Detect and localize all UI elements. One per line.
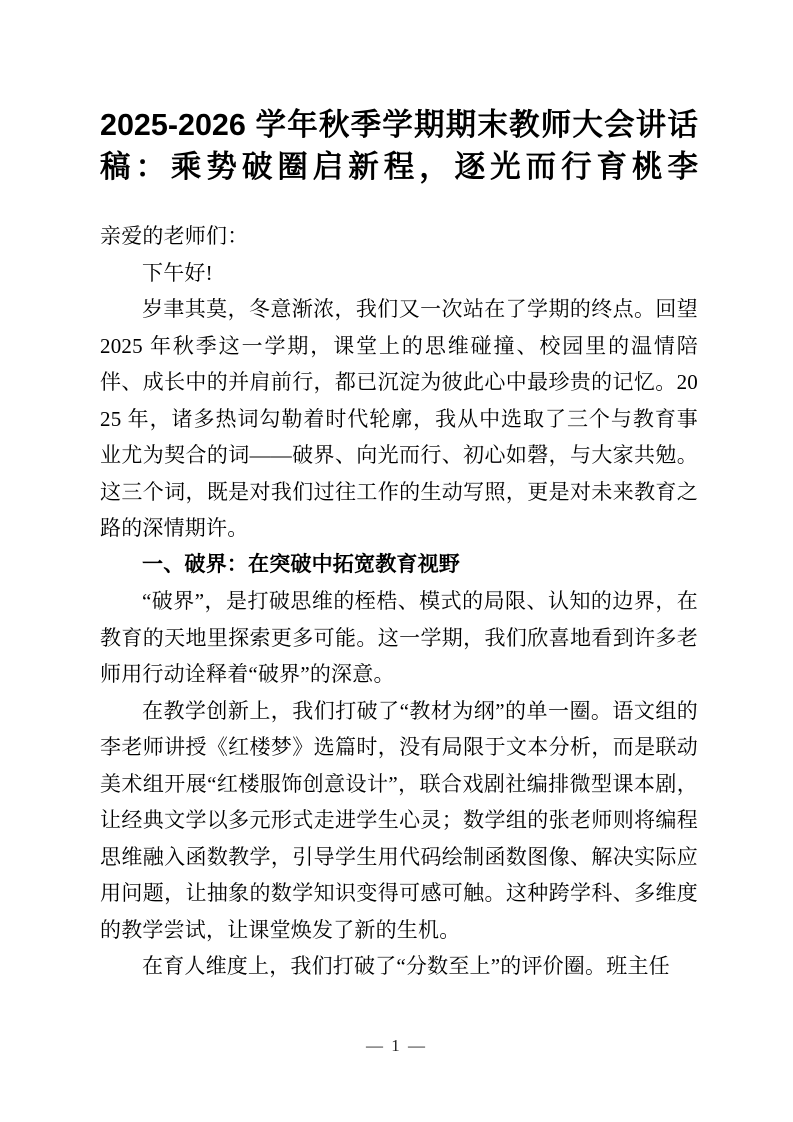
paragraph-pojie-yuren: 在育人维度上，我们打破了“分数至上”的评价圈。班主任 <box>142 954 670 978</box>
document-body <box>100 218 698 985</box>
page-content <box>100 104 698 985</box>
section-heading-one: 一、破界：在突破中拓宽教育视野 <box>142 552 460 576</box>
paragraph-pojie-define: “破界”，是打破思维的桎梏、模式的局限、认知的边界，在教育的天地里探索更多可能。这一学期，我们欣喜地看到许多老师用行动诠释着“破界”的深意。 <box>100 589 698 686</box>
page-title: 2025-2026 学年秋季学期期末教师大会讲话稿：乘势破圈启新程，逐光而行育桃李 <box>100 108 698 184</box>
paragraph-greeting: 下午好! <box>142 260 213 285</box>
page-number-footer: — 1 — <box>366 1036 427 1055</box>
paragraph-pojie-teaching: 在教学创新上，我们打破了“教材为纲”的单一圈。语文组的李老师讲授《红楼梦》选篇时，没有局限于文本分析，而是联动美术组开展“红楼服饰创意设计”，联合戏剧社编排微型课本剧，让经典文学以多元形式走进学生心灵；数学组的张老师则将编程思维融入函数教学，引导学生用代码绘制函数图像、解决实际应用问题，让抽象的数学知识变得可感可触。这种跨学科、多维度的教学尝试，让课堂焕发了新的生机。 <box>100 698 698 942</box>
salutation-line: 亲爱的老师们： <box>100 224 249 248</box>
paragraph-opening: 岁聿其莫，冬意渐浓，我们又一次站在了学期的终点。回望 2025 年秋季这一学期，课堂上的思维碰撞、校园里的温情陪伴、成长中的并肩前行，都已沉淀为彼此心中最珍贵的记忆。2025 年，诸多热词勾勒着时代轮廓，我从中选取了三个与教育事业尤为契合的词——破界、向光而行、初心如磬，与大家共勉。这三个词，既是对我们过往工作的生动写照，更是对未来教育之路的深情期许。 <box>100 297 698 540</box>
